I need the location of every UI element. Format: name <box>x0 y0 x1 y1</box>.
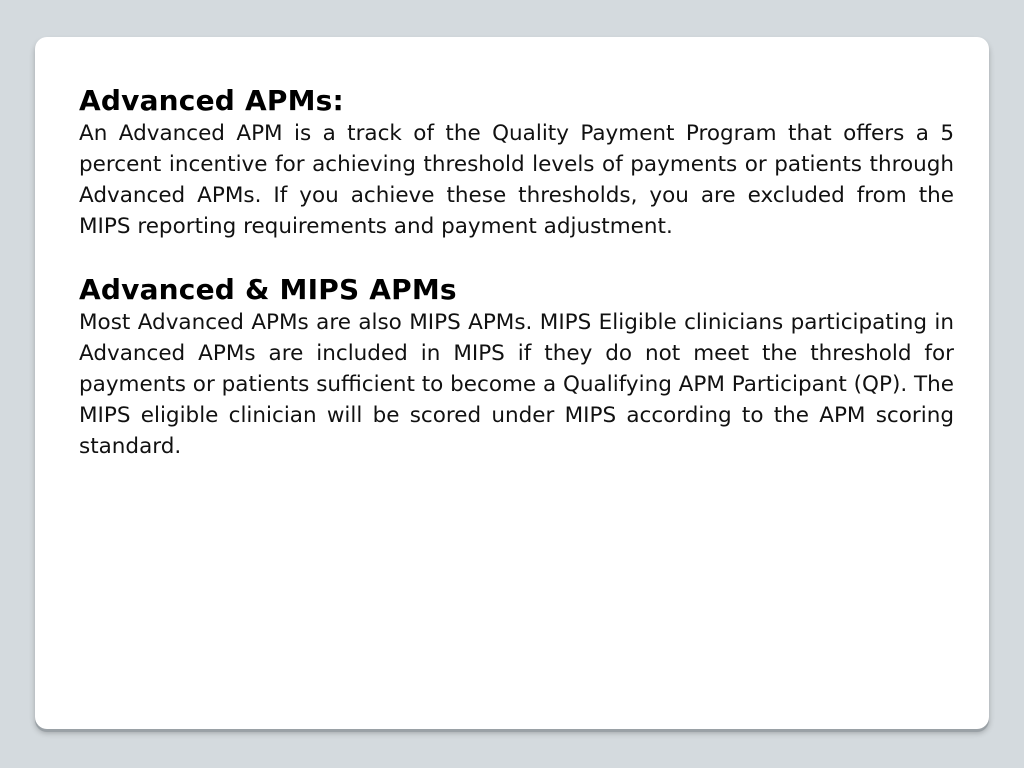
section-advanced-apms <box>79 84 954 242</box>
section-advanced-mips-apms <box>79 273 954 462</box>
section-body: Most Advanced APMs are also MIPS APMs. MIPS Eligible clinicians participating in Advanced APMs are included in MIPS if they do not meet the threshold for payments or patients sufficient to become a Qualifying APM Participant (QP). The MIPS eligible clinician will be scored under MIPS according to the APM scoring standard. <box>79 310 954 459</box>
section-body: An Advanced APM is a track of the Quality Payment Program that offers a 5 percent incentive for achieving threshold levels of payments or patients through Advanced APMs. If you achieve these thresholds, you are excluded from the MIPS reporting requirements and payment adjustment. <box>79 121 954 239</box>
section-heading: Advanced & MIPS APMs <box>79 273 457 306</box>
slide-content <box>79 84 954 462</box>
section-heading: Advanced APMs: <box>79 84 344 117</box>
